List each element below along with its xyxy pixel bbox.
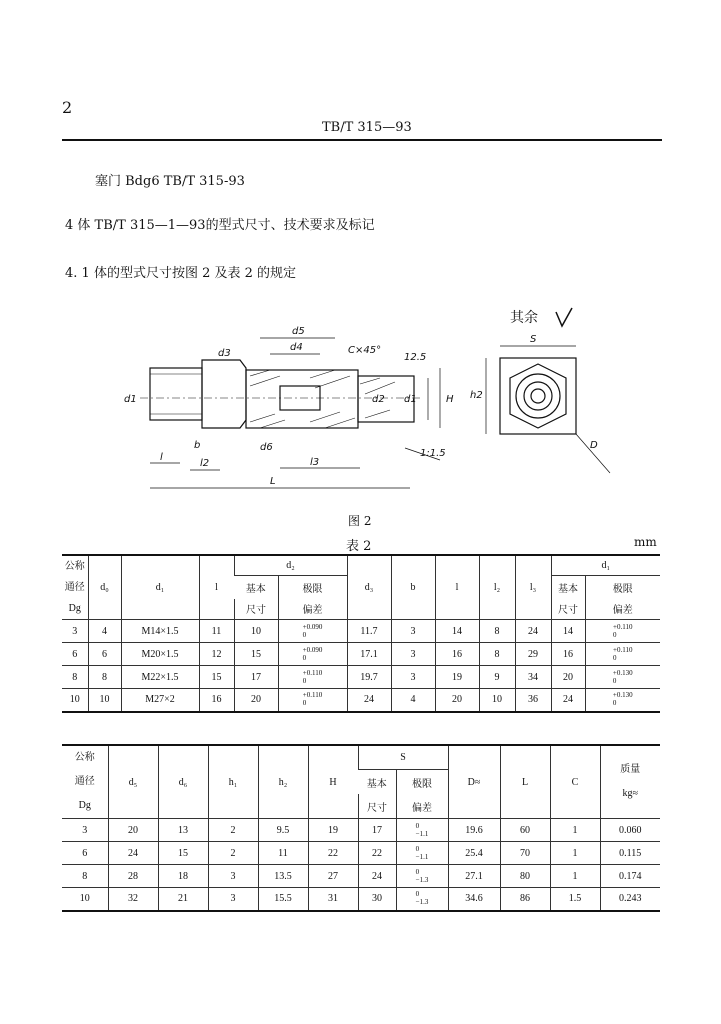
- cell-d0: 8: [88, 666, 121, 689]
- cell-h2: 13.5: [258, 865, 308, 888]
- cell-l1: 20: [435, 689, 479, 712]
- label-d5: d5: [292, 326, 305, 337]
- cell-b: 3: [391, 666, 435, 689]
- cell-l3: 24: [515, 620, 551, 643]
- tolerance-cell: +0.110 0: [585, 643, 660, 666]
- tolerance-cell: 0 −1.1: [396, 842, 448, 865]
- tolerance-cell: +0.090 0: [278, 620, 347, 643]
- label-h2: h2: [470, 390, 483, 401]
- table-row: [62, 888, 660, 911]
- header-d1-basic: 基本: [551, 576, 585, 599]
- cell-C: 1: [550, 819, 600, 842]
- tolerance-cell: +0.090 0: [278, 643, 347, 666]
- tolerance-cell: 0 −1.3: [396, 865, 448, 888]
- cell-D: 34.6: [448, 888, 500, 911]
- cell-H: 27: [308, 865, 358, 888]
- cell-dg: 8: [62, 865, 108, 888]
- cell-d3: 24: [347, 689, 391, 712]
- header-d5: d₅: [108, 745, 158, 819]
- label-d2: d2: [372, 394, 385, 405]
- cell-mass: 0.060: [600, 819, 660, 842]
- label-S: S: [530, 334, 537, 345]
- header-S: S: [358, 745, 448, 770]
- designation-example: 塞门 Bdg6 TB/T 315-93: [95, 174, 245, 189]
- cell-l1: 16: [435, 643, 479, 666]
- cell-d0: 4: [88, 620, 121, 643]
- cell-d5: 20: [108, 819, 158, 842]
- header-S-basic: 基本: [358, 770, 396, 795]
- label-l: l: [160, 452, 163, 463]
- cell-thread: M22×1.5: [121, 666, 199, 689]
- header-d2-dev-2: 偏差: [278, 599, 347, 620]
- tolerance-cell: +0.110 0: [278, 666, 347, 689]
- header-rule: [62, 139, 662, 141]
- page-number: 2: [62, 98, 73, 117]
- header-d0: d₀: [88, 555, 121, 620]
- header-thread: d₁: [121, 555, 199, 620]
- cell-l1: 19: [435, 666, 479, 689]
- cell-L: 70: [500, 842, 550, 865]
- cell-d5: 28: [108, 865, 158, 888]
- header-S-dev: 极限: [396, 770, 448, 795]
- cell-dg: 6: [62, 643, 88, 666]
- tolerance-cell: 0 −1.1: [396, 819, 448, 842]
- label-D: D: [590, 440, 598, 451]
- cell-d2: 17: [234, 666, 278, 689]
- end-view-outline: [500, 358, 576, 434]
- cell-d3: 11.7: [347, 620, 391, 643]
- cell-d1: 14: [551, 620, 585, 643]
- cell-d2: 15: [234, 643, 278, 666]
- label-remaining: 其余: [510, 310, 538, 326]
- surface-finish-icon: [556, 308, 572, 326]
- cell-l2: 9: [479, 666, 515, 689]
- cell-dg: 10: [62, 888, 108, 911]
- cell-l2: 10: [479, 689, 515, 712]
- cell-S: 22: [358, 842, 396, 865]
- cell-d6: 13: [158, 819, 208, 842]
- cell-l: 11: [199, 620, 234, 643]
- cell-l1: 14: [435, 620, 479, 643]
- table-2-part-2: [62, 744, 660, 912]
- cell-dg: 3: [62, 819, 108, 842]
- cell-d5: 24: [108, 842, 158, 865]
- table-row: [62, 819, 660, 842]
- header-l: l: [199, 555, 234, 620]
- cell-l: 15: [199, 666, 234, 689]
- table-row: [62, 620, 660, 643]
- table-unit: mm: [634, 535, 657, 549]
- label-L: L: [270, 476, 276, 487]
- header-d2-dev: 极限: [278, 576, 347, 599]
- table-row: [62, 865, 660, 888]
- cell-h1: 3: [208, 888, 258, 911]
- tolerance-cell: 0 −1.3: [396, 888, 448, 911]
- tolerance-cell: +0.110 0: [585, 620, 660, 643]
- cell-H: 31: [308, 888, 358, 911]
- cell-S: 17: [358, 819, 396, 842]
- cell-l2: 8: [479, 643, 515, 666]
- end-view: [470, 308, 610, 473]
- cell-C: 1: [550, 865, 600, 888]
- header-d6: d₆: [158, 745, 208, 819]
- cell-h2: 11: [258, 842, 308, 865]
- header-d3: d₃: [347, 555, 391, 620]
- cell-b: 3: [391, 620, 435, 643]
- cell-d5: 32: [108, 888, 158, 911]
- cell-l3: 36: [515, 689, 551, 712]
- header-d1-basic-2: 尺寸: [551, 599, 585, 620]
- cell-d6: 18: [158, 865, 208, 888]
- cell-h1: 2: [208, 819, 258, 842]
- header-nominal-2: 公称 通径 Dg: [74, 752, 95, 811]
- cell-mass: 0.243: [600, 888, 660, 911]
- label-l2: l2: [200, 458, 210, 469]
- table-row: [62, 643, 660, 666]
- cell-d3: 19.7: [347, 666, 391, 689]
- header-d1-dev: 极限: [585, 576, 660, 599]
- hex-body: [202, 360, 246, 428]
- cell-d1: 16: [551, 643, 585, 666]
- header-nominal: 公称 通径 Dg: [64, 561, 85, 614]
- cell-S: 24: [358, 865, 396, 888]
- figure-caption: 图 2: [348, 514, 372, 528]
- header-d1-dev-2: 偏差: [585, 599, 660, 620]
- tolerance-cell: +0.130 0: [585, 666, 660, 689]
- header-b: b: [391, 555, 435, 620]
- cell-l2: 8: [479, 620, 515, 643]
- cell-dg: 8: [62, 666, 88, 689]
- cell-H: 22: [308, 842, 358, 865]
- cell-d0: 6: [88, 643, 121, 666]
- technical-drawing: [110, 298, 620, 508]
- cell-D: 27.1: [448, 865, 500, 888]
- header-d2: d₂: [234, 555, 347, 576]
- tolerance-cell: +0.110 0: [278, 689, 347, 712]
- label-d3: d3: [218, 348, 231, 359]
- header-L: L: [500, 745, 550, 819]
- cell-C: 1: [550, 842, 600, 865]
- cell-dg: 10: [62, 689, 88, 712]
- label-taper: 1:1.5: [420, 448, 446, 459]
- cell-dg: 3: [62, 620, 88, 643]
- label-d6: d6: [260, 442, 273, 453]
- header-S-dev-2: 偏差: [396, 794, 448, 819]
- cell-thread: M14×1.5: [121, 620, 199, 643]
- standard-code-header: TB/T 315—93: [322, 120, 412, 135]
- header-d1: d₁: [551, 555, 660, 576]
- cell-b: 4: [391, 689, 435, 712]
- cell-C: 1.5: [550, 888, 600, 911]
- table-2-part-1: [62, 554, 660, 713]
- label-d1-left: d1: [124, 394, 137, 405]
- cell-L: 60: [500, 819, 550, 842]
- cell-d1: 24: [551, 689, 585, 712]
- cell-H: 19: [308, 819, 358, 842]
- cell-d0: 10: [88, 689, 121, 712]
- label-d4: d4: [290, 342, 303, 353]
- cell-dg: 6: [62, 842, 108, 865]
- cell-d1: 20: [551, 666, 585, 689]
- cell-b: 3: [391, 643, 435, 666]
- label-r125: 12.5: [404, 352, 427, 363]
- cell-h1: 2: [208, 842, 258, 865]
- header-H: H: [308, 745, 358, 819]
- header-d2-basic: 基本: [234, 576, 278, 599]
- header-D: D≈: [448, 745, 500, 819]
- table-caption: 表 2: [346, 539, 372, 554]
- header-h2: h₂: [258, 745, 308, 819]
- label-b: b: [194, 440, 201, 451]
- cell-thread: M27×2: [121, 689, 199, 712]
- header-l1: l: [435, 555, 479, 620]
- cell-L: 80: [500, 865, 550, 888]
- cell-mass: 0.174: [600, 865, 660, 888]
- cell-l: 12: [199, 643, 234, 666]
- cell-D: 25.4: [448, 842, 500, 865]
- cell-d6: 21: [158, 888, 208, 911]
- header-l3: l₃: [515, 555, 551, 620]
- header-S-basic-2: 尺寸: [358, 794, 396, 819]
- cell-h2: 9.5: [258, 819, 308, 842]
- tolerance-cell: +0.130 0: [585, 689, 660, 712]
- cell-L: 86: [500, 888, 550, 911]
- label-d1-right: d1: [404, 394, 417, 405]
- cell-mass: 0.115: [600, 842, 660, 865]
- header-l2: l₂: [479, 555, 515, 620]
- label-H: H: [446, 394, 454, 405]
- section-4-1-text: 4. 1 体的型式尺寸按图 2 及表 2 的规定: [65, 266, 297, 281]
- section-4-title: 4 体 TB/T 315—1—93的型式尺寸、技术要求及标记: [65, 218, 375, 233]
- cell-D: 19.6: [448, 819, 500, 842]
- cell-d3: 17.1: [347, 643, 391, 666]
- thread-stub: [150, 368, 202, 420]
- cell-d2: 20: [234, 689, 278, 712]
- header-mass: 质量 kg≈: [600, 745, 660, 819]
- dimension-lines: [150, 338, 440, 488]
- cell-l3: 34: [515, 666, 551, 689]
- table-row: [62, 666, 660, 689]
- cell-l: 16: [199, 689, 234, 712]
- cell-d2: 10: [234, 620, 278, 643]
- cell-d6: 15: [158, 842, 208, 865]
- cell-l3: 29: [515, 643, 551, 666]
- header-d2-basic-2: 尺寸: [234, 599, 278, 620]
- cell-S: 30: [358, 888, 396, 911]
- cell-h1: 3: [208, 865, 258, 888]
- table-row: [62, 842, 660, 865]
- cell-h2: 15.5: [258, 888, 308, 911]
- cell-thread: M20×1.5: [121, 643, 199, 666]
- label-chamfer: C×45°: [348, 345, 382, 356]
- header-h1: h₁: [208, 745, 258, 819]
- header-C: C: [550, 745, 600, 819]
- label-l3: l3: [310, 457, 320, 468]
- table-row: [62, 689, 660, 712]
